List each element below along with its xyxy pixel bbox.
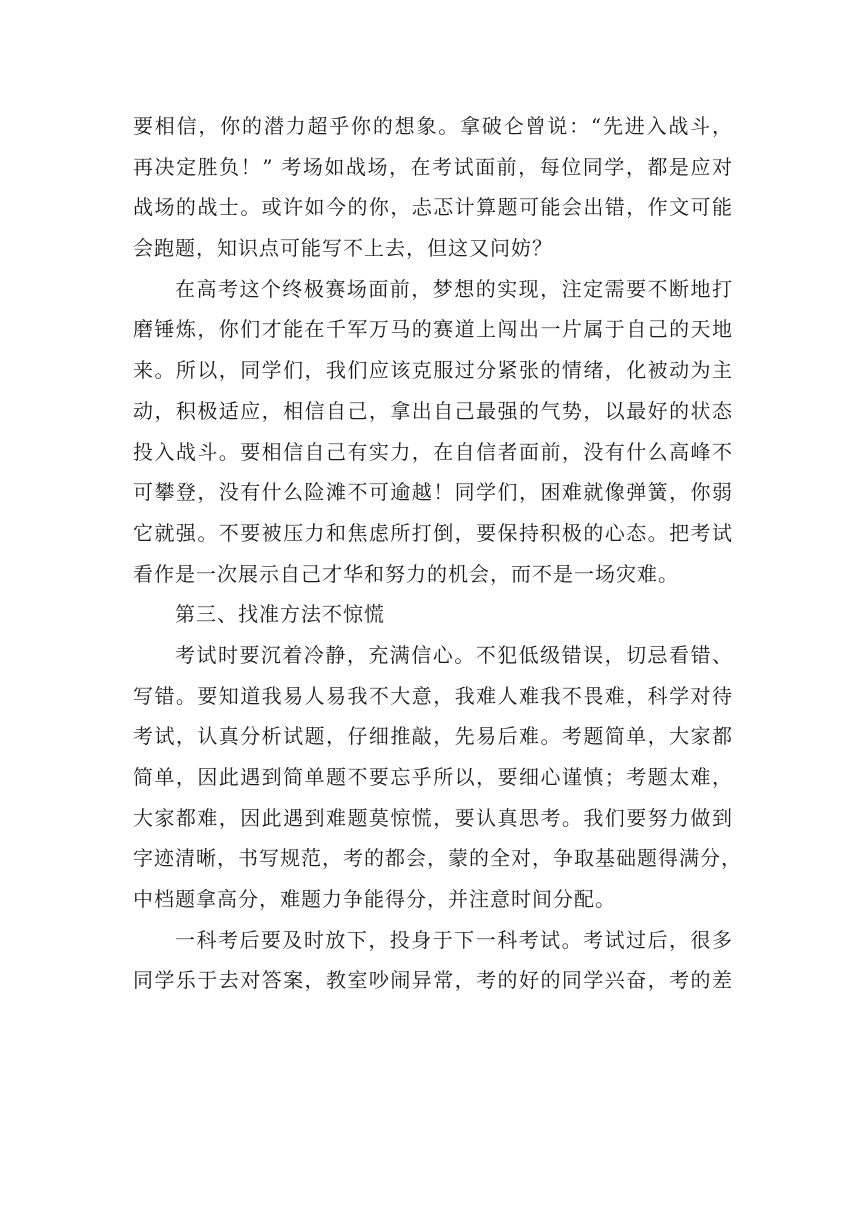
text-line: 大家都难，因此遇到难题莫惊慌，要认真思考。我们要努力做到 [133,805,733,830]
paragraph-first-line: 一科考后要及时放下，投身于下一科考试。考试过后，很多 [175,927,733,952]
text-line: 简单，因此遇到简单题不要忘乎所以，要细心谨慎；考题太难， [133,765,733,789]
text-line: 来。所以，同学们，我们应该克服过分紧张的情绪，化被动为主 [133,358,733,383]
paragraph-first-line: 在高考这个终极赛场面前，梦想的实现，注定需要不断地打 [175,276,733,301]
paragraph-first-line: 考试时要沉着冷静，充满信心。不犯低级错误，切忌看错、 [175,642,733,667]
text-line: 看作是一次展示自己才华和努力的机会，而不是一场灾难。 [133,561,679,586]
text-line: 要相信，你的潜力超乎你的想象。拿破仑曾说：“先进入战斗， [133,114,733,138]
text-line: 可攀登，没有什么险滩不可逾越！同学们，困难就像弹簧，你弱 [133,480,733,505]
text-line: 中档题拿高分，难题力争能得分，并注意时间分配。 [133,887,616,912]
text-line: 投入战斗。要相信自己有实力，在自信者面前，没有什么高峰不 [133,439,733,464]
text-line: 它就强。不要被压力和焦虑所打倒，要保持积极的心态。把考试 [133,520,733,545]
text-line: 会跑题，知识点可能写不上去，但这又问妨？ [133,236,553,261]
text-line: 动，积极适应，相信自己，拿出自己最强的气势，以最好的状态 [133,398,733,423]
text-line: 磨锤炼，你们才能在千军万马的赛道上闯出一片属于自己的天地 [133,317,733,342]
text-line: 再决定胜负！” 考场如战场，在考试面前，每位同学，都是应对 [133,154,733,179]
document-body [133,106,742,1001]
section-heading: 第三、找准方法不惊慌 [175,602,385,627]
text-line: 战场的战士。或许如今的你，忐忑计算题可能会出错，作文可能 [133,195,733,220]
text-line: 字迹清晰，书写规范，考的都会，蒙的全对，争取基础题得满分， [133,846,742,871]
text-line: 写错。要知道我易人易我不大意，我难人难我不畏难，科学对待 [133,683,733,708]
text-line: 考试，认真分析试题，仔细推敲，先易后难。考题简单，大家都 [133,724,733,749]
text-line: 同学乐于去对答案，教室吵闹异常，考的好的同学兴奋，考的差 [133,968,733,993]
